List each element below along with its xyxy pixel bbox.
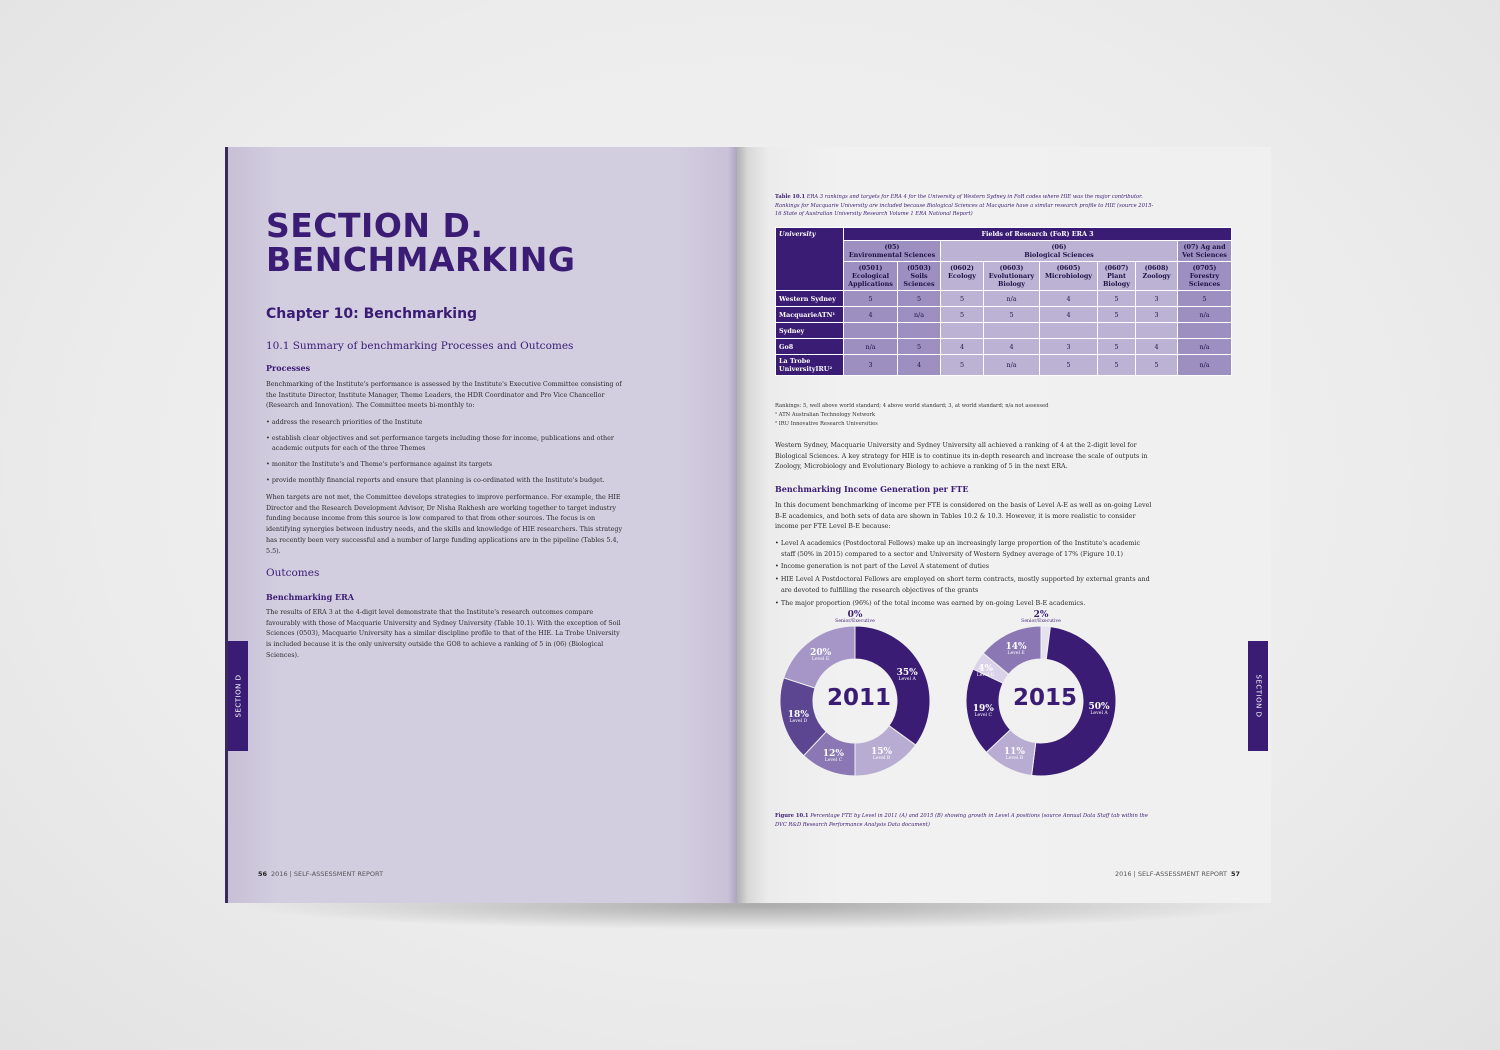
table-cell: 3 [844,355,898,376]
section-tab [1248,641,1268,751]
table-cell: 3 [1136,307,1178,323]
table-cell: 4 [984,339,1040,355]
table-cell: 5 [1098,291,1136,307]
slice-value: 19% [972,704,994,715]
donut-chart-2015 [965,610,1117,777]
slice-label [992,643,1040,657]
bullet-item: • provide monthly financial reports and ensure that planning is co-ordinated with the Institute's budget. [266,475,624,486]
table-row [776,339,1232,355]
outcomes-heading: Outcomes [266,567,320,579]
table-cell: 3 [1040,339,1098,355]
column-header: (0503) Soils Sciences [898,262,941,291]
era-summary-text: Western Sydney, Macquarie University and Sydney University all achieved a ranking of 4 at the 2-digit level for Biological Sciences. A key strategy for HIE is to continue its in-depth research and increase the scale of outputs in Zoology, Microbiology and Evolutionary Biology to achieve a ranking of 5 in the next ERA. [775,441,1148,471]
donut-year: 2011 [827,685,892,711]
table-cell [1178,323,1232,339]
slice-label [959,705,1007,719]
slice-name: Senior/Executive [1021,619,1061,624]
processes-heading: Processes [266,363,311,373]
table-cell [984,323,1040,339]
slice-label [797,649,845,663]
column-header: (0705) Forestry Sciences [1178,262,1232,291]
table-cell: n/a [898,307,941,323]
section-title: SECTION D. BENCHMARKING [266,206,576,279]
group-header: (06) Biological Sciences [941,241,1178,262]
row-header: Western Sydney [776,291,844,307]
bullet-item: • Income generation is not part of the Level A statement of duties [775,561,1153,572]
era-table [775,227,1232,376]
slice-value: 0% [847,610,863,620]
section-tab-label: SECTION D [234,674,242,718]
subheading: 10.1 Summary of benchmarking Processes and Outcomes [266,340,574,352]
income-heading: Benchmarking Income Generation per FTE [775,484,969,494]
table-cell [1098,323,1136,339]
table-cell: 5 [1098,355,1136,376]
table-cell [1136,323,1178,339]
table-cell: 5 [941,307,984,323]
slice-label [858,748,906,762]
column-header: (0608) Zoology [1136,262,1178,291]
row-header: Sydney [776,323,844,339]
table-cell: 5 [941,355,984,376]
table-cell [898,323,941,339]
slice-name: Level B [872,756,891,762]
table-caption [775,193,1155,219]
column-header: (0501) Ecological Applications [844,262,898,291]
table-row [776,323,1232,339]
group-header: (07) Ag and Vet Sciences [1178,241,1232,262]
income-text: In this document benchmarking of income per FTE is considered on the basis of Level A-E as well as on-going Level B-E academics, and both sets of data are shown in Tables 10.2 & 10.3. However, it is more realistic to consider income per FTE Level B-E because: [775,501,1152,531]
slice-name: Level A [1090,711,1108,717]
column-header: (0603) Evolutionary Biology [984,262,1040,291]
slice-label [962,665,1010,679]
income-bullets [775,538,1153,610]
slice-value: 12% [822,749,844,760]
table-cell: 5 [1098,339,1136,355]
figure-caption-label: Figure 10.1 [775,813,809,819]
slice-value: 4% [978,663,994,674]
footer-right [1115,870,1244,878]
table-cell: 5 [844,291,898,307]
page-number: 56 [258,870,268,878]
table-caption-text: ERA 3 rankings and targets for ERA 4 for the University of Western Sydney in FoR codes where HIE was the major contributor. Rankings for Macquarie University are included because Biological Sciences at Macquarie have a similar research profile to HIE (source 2015-16 State of Australian University Research Volume 1 ERA National Report) [775,194,1154,217]
note-line: ¹ ATN Australian Technology Network [775,412,876,418]
bullet-item: • address the research priorities of the Institute [266,417,624,428]
table-cell: 5 [1098,307,1136,323]
table-cell: 5 [984,307,1040,323]
table-cell: 5 [1136,355,1178,376]
table-cell: 5 [1040,355,1098,376]
group-header: (05) Environmental Sciences [844,241,941,262]
table-cell: 3 [1136,291,1178,307]
left-page [225,147,740,903]
bullet-item: • HIE Level A Postdoctoral Fellows are employed on short term contracts, mostly supported by external grants and are devoted to fulfilling the research objectives of the grants [775,574,1153,595]
table-cell [941,323,984,339]
right-page [737,147,1271,903]
footer-text: 2016 | SELF-ASSESSMENT REPORT [271,870,384,878]
slice-name: Level E [1007,651,1025,657]
slice-label [883,669,931,683]
table-cell: 4 [1136,339,1178,355]
table-cell: 4 [898,355,941,376]
figure-caption [775,812,1155,830]
targets-text: When targets are not met, the Committee develops strategies to improve performance. For example, the HIE Director and the Research Development Advisor, Dr Nisha Rakhesh are working together to target industry funding because income from this source is low compared to that from other sources. The focus is on identifying synergies between industry needs, and the skills and knowledge of HIE researchers. This strategy has recently been very successful and a number of large funding applications are in the pipeline (Tables 5.4, 5.5). [266,493,623,555]
bullet-item: • establish clear objectives and set performance targets including those for income, publications and other academic outputs for each of the three Themes [266,433,624,454]
slice-value: 18% [787,709,809,720]
section-tab [228,641,248,751]
table-cell: 5 [898,339,941,355]
row-header: Go8 [776,339,844,355]
slice-name: Level D [789,718,808,724]
slice-name: Senior/Executive [835,619,875,624]
slice-label [1075,703,1123,717]
slice-value: 35% [896,668,918,679]
slice-value: 14% [1005,642,1027,653]
column-header: (0607) Plant Biology [1098,262,1136,291]
slice-name: Level C [974,713,992,719]
slice-name: Level B [1005,756,1024,762]
table-row [776,291,1232,307]
slice-value: 20% [810,647,832,658]
table-row [776,307,1232,323]
table-cell: 4 [941,339,984,355]
slice-label [809,750,857,764]
table-cell: 4 [844,307,898,323]
column-header: (0602) Ecology [941,262,984,291]
table-cell: 4 [1040,291,1098,307]
bullet-item: • Level A academics (Postdoctoral Fellows) make up an increasingly large proportion of the Institute's academic staff (50% in 2015) compared to a sector and University of Western Sydney average of 17% (Figure 10.1) [775,538,1153,559]
slice-label [831,611,879,625]
bullet-item: • monitor the Institute's and Theme's performance against its targets [266,459,624,470]
processes-text: Benchmarking of the Institute's performance is assessed by the Institute's Executive Committee consisting of the Institute Director, Institute Manager, Theme Leaders, the HDR Coordinator and Pro Vice Chancellor (Research and Innovation). The Committee meets bi-monthly to: [266,380,622,410]
donut-year: 2015 [1013,685,1078,711]
table-cell: n/a [1178,339,1232,355]
slice-name: Level E [811,656,830,662]
table-cell: n/a [844,339,898,355]
row-header: La Trobe UniversityIRU² [776,355,844,376]
book-gutter [728,147,748,903]
slice-value: 2% [1033,610,1049,620]
era-heading: Benchmarking ERA [266,592,354,602]
for-header: Fields of Research (FoR) ERA 3 [844,228,1232,241]
table-cell: 5 [941,291,984,307]
slice-name: Level C [824,758,843,764]
table-cell: n/a [1178,355,1232,376]
slice-name: Level A [898,677,916,683]
column-header: (0605) Microbiology [1040,262,1098,291]
figure-caption-text: Percentage FTE by Level in 2011 (A) and 2015 (B) showing growth in Level A positions (source Annual Data Staff tab within the DVC R&D Research Performance Analysis Data document) [775,813,1148,828]
table-cell: n/a [984,355,1040,376]
table-cell [844,323,898,339]
slice-value: 15% [871,747,893,758]
slice-label [990,748,1038,762]
donut-chart-2011 [779,610,931,777]
slice-label [1017,611,1065,625]
footer-left [254,870,383,878]
table-cell: 4 [1040,307,1098,323]
university-header: University [776,228,844,291]
chapter-title: Chapter 10: Benchmarking [266,306,478,322]
table-notes [775,402,1048,429]
processes-bullets [266,417,624,491]
page-number: 57 [1231,870,1241,878]
slice-name: Level D [976,672,995,678]
bullet-item: • The major proportion (96%) of the total income was earned by on-going Level B-E academics. [775,598,1153,609]
table-caption-label: Table 10.1 [775,194,806,200]
slice-label [774,711,822,725]
section-tab-label: SECTION D [1254,674,1262,718]
table-cell: 5 [1178,291,1232,307]
footer-text: 2016 | SELF-ASSESSMENT REPORT [1115,870,1228,878]
table-cell: n/a [1178,307,1232,323]
slice-value: 11% [1003,747,1025,758]
table-row [776,355,1232,376]
era-text: The results of ERA 3 at the 4-digit level demonstrate that the Institute's research outcomes compare favourably with those of Macquarie University and Sydney University (Table 10.1). With the exception of Soil Sciences (0503), Macquarie University has a similar discipline profile to that of the HIE. La Trobe University is included because it is the only university outside the GO8 to achieve a ranking of 5 in (06) (Biological Sciences). [266,608,621,659]
note-line: Rankings: 5, well above world standard; 4 above world standard; 3, at world standard; n/a not assessed [775,403,1049,409]
note-line: ² IRU Innovative Research Universities [775,421,878,427]
row-header: MacquarieATN¹ [776,307,844,323]
table-cell [1040,323,1098,339]
table-cell: 5 [898,291,941,307]
table-cell: n/a [984,291,1040,307]
slice-value: 50% [1088,702,1110,713]
